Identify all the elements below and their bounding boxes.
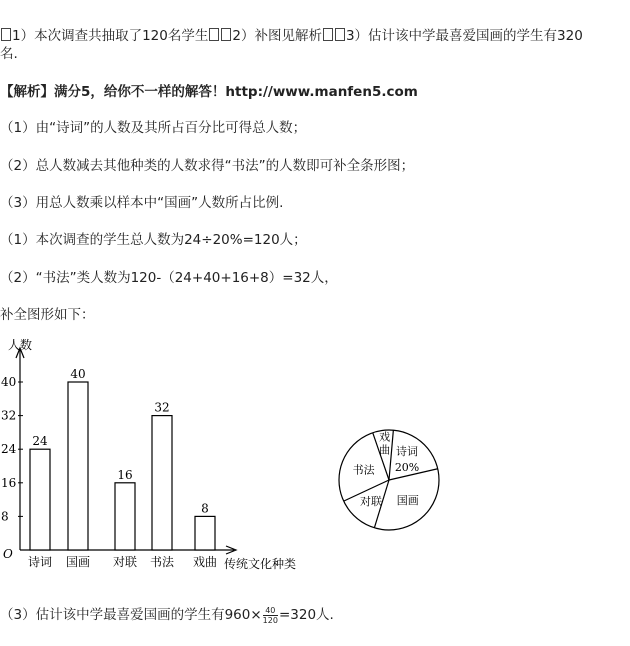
category-label: 国画 <box>65 555 91 569</box>
bar-value-label: 16 <box>117 467 133 482</box>
bar <box>195 516 215 550</box>
fraction <box>263 606 278 625</box>
answer-part-2: 2）补图见解析 <box>232 28 322 44</box>
missing-glyph-icon <box>221 28 231 41</box>
bar-value-label: 32 <box>154 400 170 415</box>
bar-value-label: 8 <box>201 501 209 516</box>
bar <box>30 449 50 550</box>
missing-glyph-icon <box>209 28 219 41</box>
missing-glyph-icon <box>335 28 345 41</box>
fraction-numerator: 40 <box>263 606 278 616</box>
bar <box>152 416 172 550</box>
question-line-2: 名. <box>0 46 18 62</box>
answer-part-3: 3）估计该中学最喜爱国画的学生有320 <box>345 28 583 44</box>
solution-line: （2）“书法”类人数为120-（24+40+16+8）=32人， <box>0 270 338 286</box>
charts-figure <box>0 332 630 582</box>
pie-slice-label: 对联 <box>359 494 382 508</box>
y-tick-label: 8 <box>1 509 9 524</box>
pie-slice-label: 国画 <box>396 494 419 508</box>
pie-slice-label: 诗词 <box>396 445 419 459</box>
y-tick-label: 16 <box>1 475 17 490</box>
missing-glyph-icon <box>1 28 11 41</box>
final-answer <box>0 603 334 625</box>
bar-value-label: 24 <box>32 434 48 449</box>
bar-value-label: 40 <box>70 367 86 381</box>
pie-slice-label: 戏 <box>379 430 391 444</box>
missing-glyph-icon <box>323 28 333 41</box>
fraction-denominator: 120 <box>262 615 278 625</box>
pie-chart <box>339 429 439 530</box>
answer-part-1: 1）本次调查共抽取了120名学生 <box>12 28 209 44</box>
final-answer-suffix: =320人. <box>278 607 334 623</box>
y-tick-label: 24 <box>1 442 17 457</box>
analysis-step: （3）用总人数乘以样本中“国画”人数所占比例. <box>0 195 284 211</box>
y-tick-label: 40 <box>1 375 17 389</box>
pie-slice-label: 书法 <box>352 463 375 477</box>
y-tick-label: 32 <box>1 408 17 423</box>
category-label: 对联 <box>112 555 138 569</box>
bar-chart <box>1 337 296 571</box>
solution-line: （1）本次调查的学生总人数为24÷20%=120人； <box>0 232 307 248</box>
bar <box>68 382 88 550</box>
bar <box>115 483 135 550</box>
solution-line: 补全图形如下： <box>0 307 95 323</box>
x-axis-label: 传统文化种类 <box>223 557 296 571</box>
y-axis-label: 人数 <box>8 338 33 352</box>
category-label: 诗词 <box>27 555 53 569</box>
pie-slice-label: 曲 <box>379 443 391 457</box>
final-answer-prefix: （3）估计该中学最喜爱国画的学生有960× <box>0 607 262 623</box>
question-line-1 <box>0 24 583 44</box>
analysis-step: （1）由“诗词”的人数及其所占百分比可得总人数； <box>0 120 307 136</box>
pie-slice-percent-label: 20% <box>394 461 420 475</box>
origin-label: O <box>3 547 13 561</box>
analysis-header: 【解析】满分5，给你不一样的解答！http://www.manfen5.com <box>0 84 418 100</box>
category-label: 书法 <box>149 555 175 569</box>
analysis-step: （2）总人数减去其他种类的人数求得“书法”的人数即可补全条形图； <box>0 158 415 174</box>
category-label: 戏曲 <box>192 555 218 569</box>
